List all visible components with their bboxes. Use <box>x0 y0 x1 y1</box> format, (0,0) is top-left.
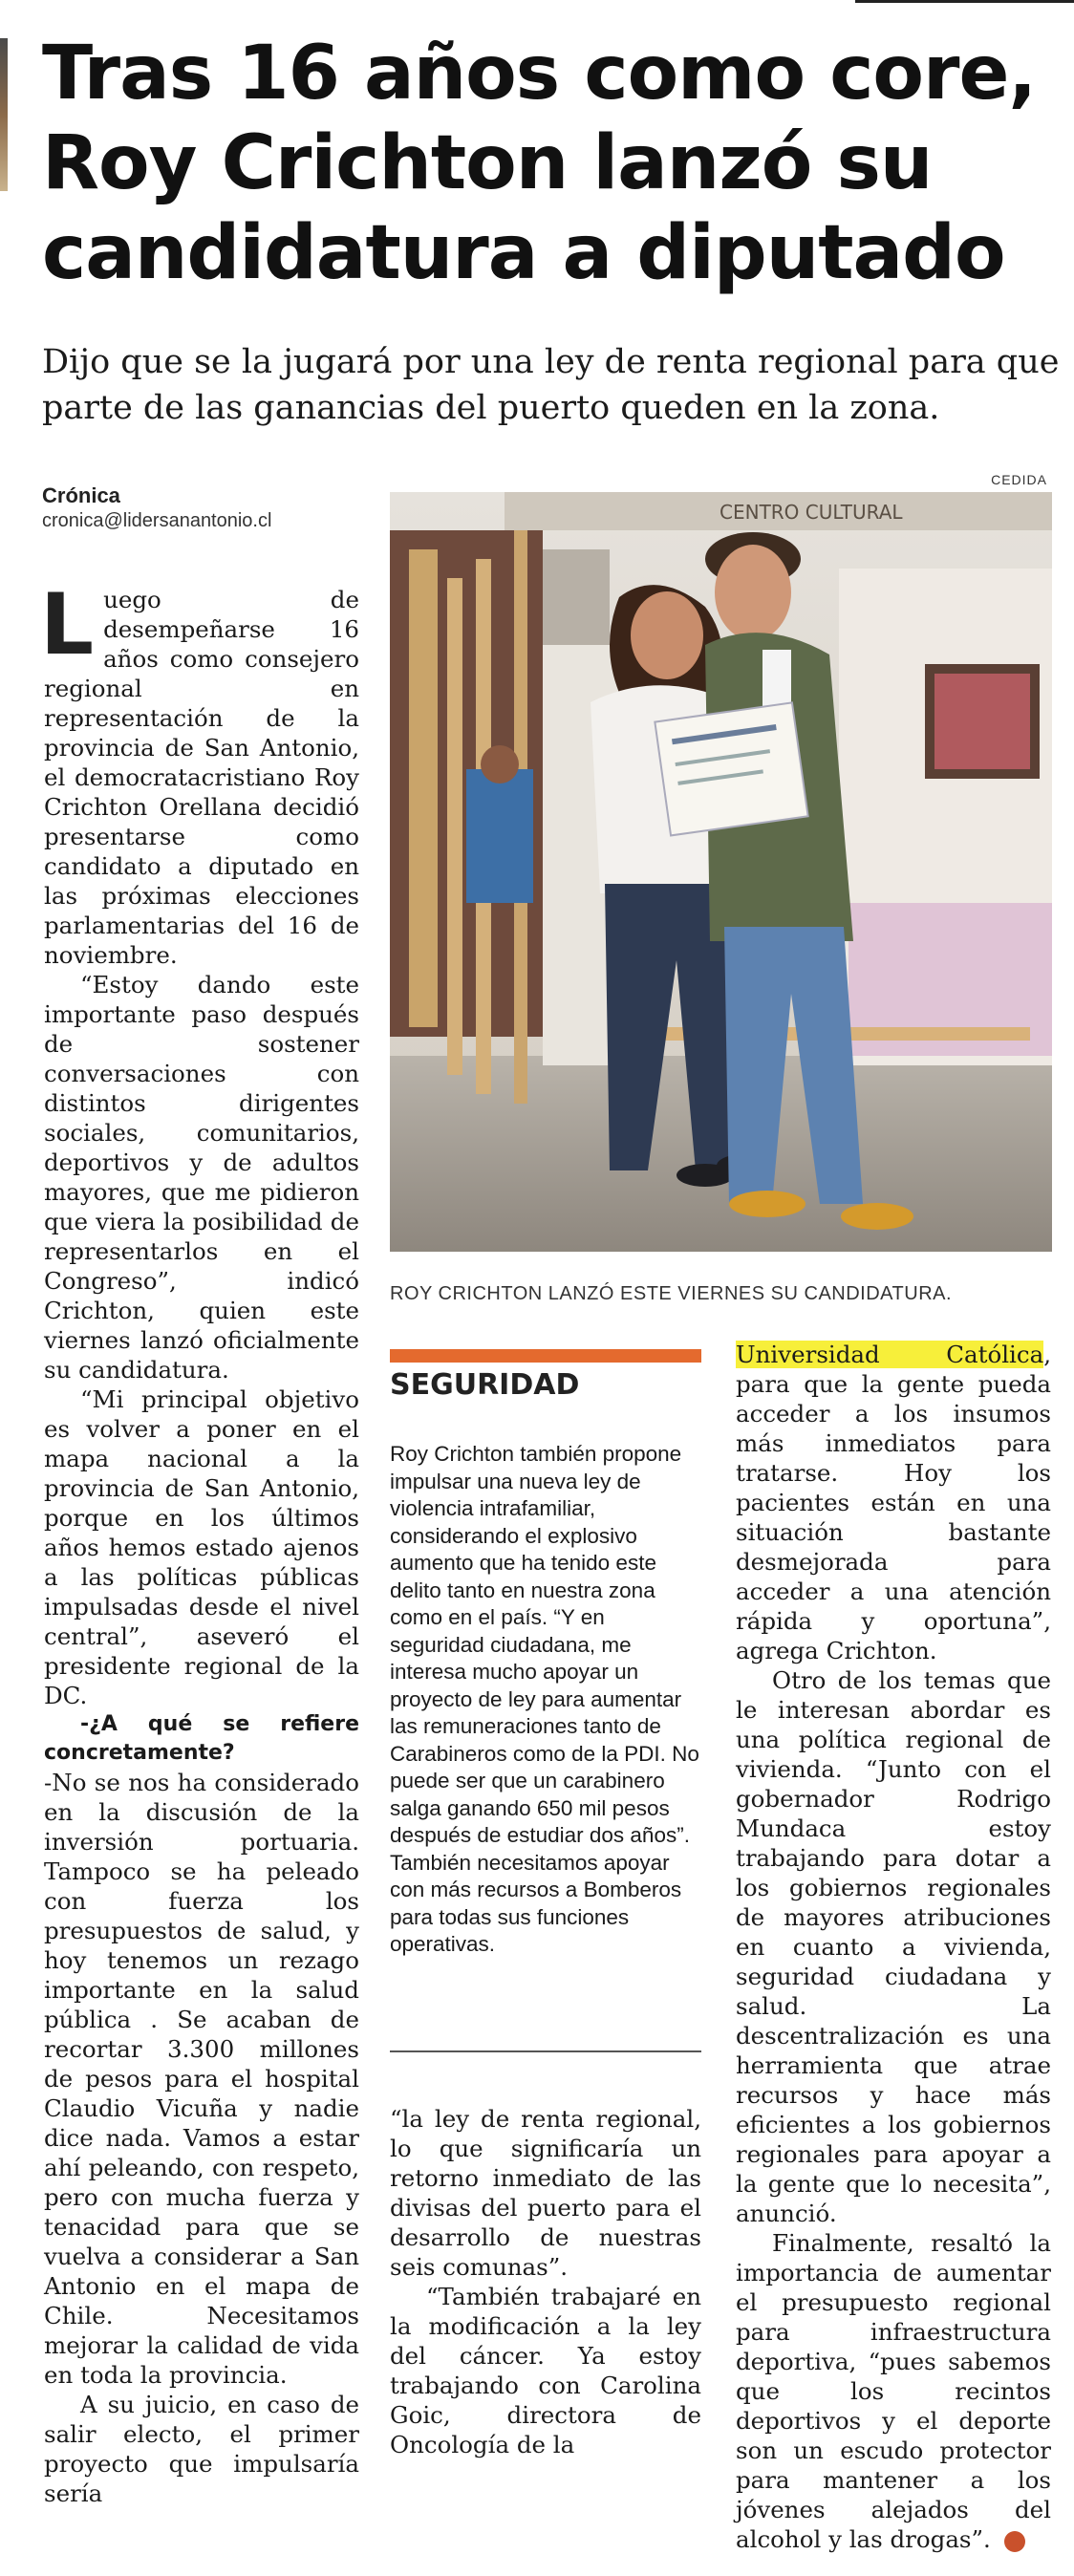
interview-question: -¿A qué se refiere concretamente? <box>44 1712 359 1765</box>
paragraph-9: Otro de los temas que le interesan abordar es una política regional de vivienda. “Junto con el gobernador Rodrigo Mundaca estoy trabajando para dotar a los gobiernos regionales de mayores atribuciones en cuanto a vivienda, seguridad ciudadana y salud. La descentralización es una herramienta que atrae recursos y hace más eficientes a los gobiernos regionales para apoyar a la gente que lo necesita”, anunció. <box>736 1666 1051 2227</box>
paragraph-3: “Mi principal objetivo es volver a poner en el mapa nacional a la provincia de San Antonio, porque en los últimos años hemos estado ajenos a las políticas públicas impulsadas desde el nivel central”, aseveró el presidente regional de la DC. <box>44 1385 359 1709</box>
photo-illustration <box>390 492 1052 1252</box>
sidebar-text: Roy Crichton también propone impulsar una nueva ley de violencia intrafamiliar, considerando el explosivo aumento que ha tenido este delito tanto en nuestra zona como en el país. “Y en seguridad ciudadana, me interesa mucho apoyar un proyecto de ley para aumentar las remuneraciones tanto de Carabineros como de la PDI. No puede ser que un carabinero salga ganando 650 mil pesos después de estudiar dos años”. También necesitamos apoyar con más recursos a Bomberos para todas sus funciones operativas. <box>390 1442 699 1956</box>
top-rule <box>855 0 1074 3</box>
byline <box>42 483 271 532</box>
photo-credit: CEDIDA <box>991 472 1047 487</box>
paragraph-6: “la ley de renta regional, lo que significaría un retorno inmediato de las divisas del puerto para el desarrollo de nuestras seis comunas”. <box>390 2105 701 2281</box>
article-column-2 <box>390 2104 701 2459</box>
drop-cap: L <box>40 575 95 674</box>
paragraph-8: Universidad Católica, para que la gente pueda acceder a los insumos más inmediatos para tratarse. Hoy los pacientes están en una situación bastante desmejorada para acceder a una atención rápida y oportuna”, agrega Crichton. <box>736 1341 1051 1664</box>
sidebar-box <box>390 1441 701 1959</box>
paragraph-5: A su juicio, en caso de salir electo, el primer proyecto que impulsaría sería <box>44 2391 359 2507</box>
byline-email: cronica@lidersanantonio.cl <box>42 510 272 531</box>
photo-caption: ROY CRICHTON LANZÓ ESTE VIERNES SU CANDIDATURA. <box>390 1283 953 1304</box>
article-column-1 <box>40 575 359 2508</box>
sidebar-title: SEGURIDAD <box>390 1368 580 1402</box>
headline: Tras 16 años como core, Roy Crichton lanzó su candidatura a diputado <box>42 31 1037 296</box>
paragraph-4: -No se nos ha considerado en la discusión de la inversión portuaria. Tampoco se ha peleado con fuerza los presupuestos de salud, y hoy tenemos un rezago importante en la salud pública . Se acaban de recortar 3.300 millones de pesos para el hospital Claudio Vicuña y nadie dice nada. Vamos a estar ahí peleando, con respeto, pero con mucha fuerza y tenacidad para que se vuelva a considerar a San Antonio en el mapa de Chile. Necesitamos mejorar la calidad de vida en toda la provincia. <box>44 1769 359 2389</box>
sidebar-bottom-rule <box>390 2050 701 2052</box>
photo-sign-text: CENTRO CULTURAL <box>720 501 903 524</box>
article-photo <box>390 492 1052 1252</box>
adjacent-photo-edge <box>0 38 8 191</box>
highlighted-text: Universidad Católica <box>736 1341 1044 1368</box>
end-mark-icon: ✪ <box>1004 2531 1025 2552</box>
subheadline: Dijo que se la jugará por una ley de renta regional para que parte de las ganancias del puerto queden en la zona. <box>42 343 1060 427</box>
paragraph-2: “Estoy dando este importante paso después de sostener conversaciones con distintos dirigentes sociales, comunitarios, deportivos y de adultos mayores, que me pidieron que viera la posibilidad de representarlos en el Congreso”, indicó Crichton, quien este viernes lanzó oficialmente su candidatura. <box>44 971 359 1384</box>
paragraph-7: “También trabajaré en la modificación a la ley del cáncer. Ya estoy trabajando con Carolina Goic, directora de Oncología de la <box>390 2283 701 2458</box>
byline-section: Crónica <box>42 483 120 507</box>
paragraph-10: Finalmente, resaltó la importancia de aumentar el presupuesto regional para infraestructura deportiva, “pues sabemos que los recintos deportivos y el deporte son un escudo protector para mantener a los jóvenes alejados del alcohol y las drogas”. ✪ <box>736 2229 1052 2553</box>
article-column-3 <box>736 1340 1051 2554</box>
section-accent-bar <box>390 1349 701 1363</box>
paragraph-1: Luego de desempeñarse 16 años como consejero regional en representación de la provincia de San Antonio, el democratacristiano Roy Crichton Orellana decidió presentarse como candidato a diputado en las próximas elecciones parlamentarias del 16 de noviembre. <box>40 575 359 969</box>
